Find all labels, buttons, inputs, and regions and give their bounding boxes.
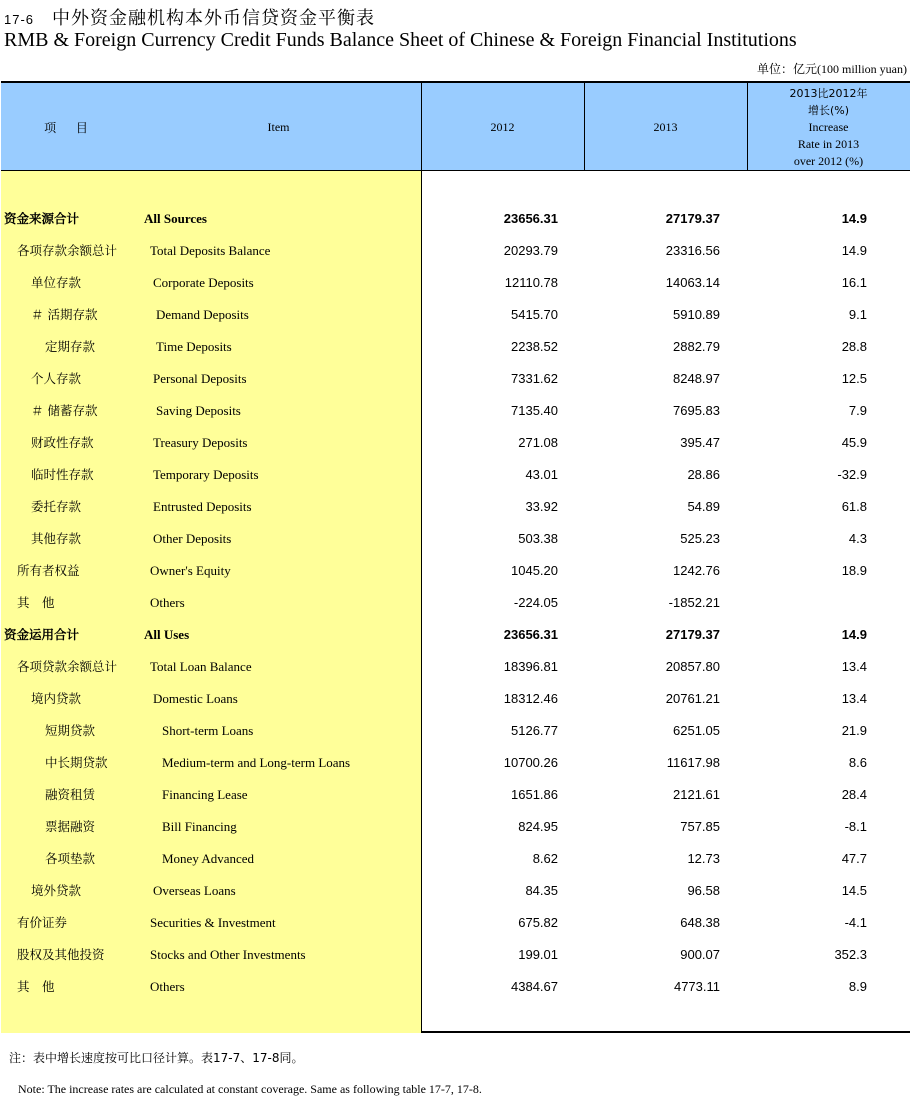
value-2013: 4773.11 bbox=[673, 979, 720, 994]
value-2012: 10700.26 bbox=[503, 755, 558, 770]
value-2012: 503.38 bbox=[518, 531, 558, 546]
header-2013: 2013 bbox=[653, 119, 678, 134]
value-2013: 7695.83 bbox=[673, 403, 720, 418]
value-2013: 54.89 bbox=[687, 499, 720, 514]
value-rate: 28.8 bbox=[841, 339, 867, 354]
value-2012: 18312.46 bbox=[503, 691, 558, 706]
value-2013: 27179.37 bbox=[665, 211, 720, 226]
value-2012: 1651.86 bbox=[511, 787, 558, 802]
row-label-en: Financing Lease bbox=[162, 787, 248, 802]
row-label-en: Others bbox=[150, 979, 185, 994]
table-row bbox=[1, 747, 910, 779]
row-label-cn: 融资租赁 bbox=[45, 787, 96, 802]
row-label-cn: 资金运用合计 bbox=[4, 627, 80, 642]
header-rate-line3: Increase bbox=[808, 119, 849, 134]
row-label-cn: 各项贷款余额总计 bbox=[17, 659, 118, 674]
row-label-en: Owner's Equity bbox=[150, 563, 231, 578]
row-label-en: All Sources bbox=[144, 211, 207, 226]
value-2013: 23316.56 bbox=[665, 243, 720, 258]
value-rate: 13.4 bbox=[841, 691, 867, 706]
table-row bbox=[1, 523, 910, 555]
value-2012: 23656.31 bbox=[503, 211, 558, 226]
value-2013: 6251.05 bbox=[673, 723, 720, 738]
table-row bbox=[1, 203, 910, 235]
value-rate: 21.9 bbox=[841, 723, 867, 738]
value-2013: 27179.37 bbox=[665, 627, 720, 642]
value-2012: 33.92 bbox=[525, 499, 558, 514]
value-2013: 1242.76 bbox=[673, 563, 720, 578]
table-row bbox=[1, 683, 910, 715]
value-2013: 757.85 bbox=[680, 819, 720, 834]
table-row bbox=[1, 427, 910, 459]
header-cn: 项 目 bbox=[44, 120, 96, 135]
table-row bbox=[1, 555, 910, 587]
row-label-cn: 股权及其他投资 bbox=[17, 947, 105, 962]
table-row bbox=[1, 395, 910, 427]
row-label-cn: 中长期贷款 bbox=[45, 755, 108, 770]
value-rate: 9.1 bbox=[848, 307, 867, 322]
row-label-en: Stocks and Other Investments bbox=[150, 947, 306, 962]
row-label-en: Time Deposits bbox=[156, 339, 232, 354]
value-rate: 16.1 bbox=[841, 275, 867, 290]
value-rate: 14.9 bbox=[841, 243, 867, 258]
header-rate-line2: 增长(%) bbox=[807, 103, 850, 117]
table-row bbox=[1, 971, 910, 1003]
table-header bbox=[1, 83, 910, 171]
table-row bbox=[1, 459, 910, 491]
value-2013: 900.07 bbox=[680, 947, 720, 962]
row-label-en: Personal Deposits bbox=[153, 371, 247, 386]
table-row bbox=[1, 587, 910, 619]
note-en: Note: The increase rates are calculated at constant coverage. Same as following table 17-7, 17-8. bbox=[18, 1082, 482, 1096]
table-number: 17-6 bbox=[4, 12, 35, 27]
row-label-en: Demand Deposits bbox=[156, 307, 249, 322]
row-label-en: Overseas Loans bbox=[153, 883, 236, 898]
value-2013: 2121.61 bbox=[673, 787, 720, 802]
row-label-cn: 所有者权益 bbox=[17, 563, 80, 578]
table-title-cn bbox=[4, 4, 375, 30]
row-label-cn: 委托存款 bbox=[31, 499, 82, 514]
value-2012: 824.95 bbox=[518, 819, 558, 834]
value-2012: 12110.78 bbox=[504, 275, 558, 290]
value-2013: 8248.97 bbox=[673, 371, 720, 386]
value-rate: -8.1 bbox=[844, 819, 867, 834]
table-row bbox=[1, 651, 910, 683]
value-rate: 47.7 bbox=[841, 851, 867, 866]
value-rate: 7.9 bbox=[848, 403, 867, 418]
value-rate: 14.9 bbox=[841, 627, 867, 642]
header-2012: 2012 bbox=[490, 119, 515, 134]
value-2012: 2238.52 bbox=[511, 339, 558, 354]
row-label-en: Saving Deposits bbox=[156, 403, 241, 418]
value-rate: 13.4 bbox=[841, 659, 867, 674]
row-label-en: Others bbox=[150, 595, 185, 610]
value-2012: -224.05 bbox=[513, 595, 558, 610]
row-label-en: Entrusted Deposits bbox=[153, 499, 252, 514]
value-2013: 648.38 bbox=[680, 915, 720, 930]
table-row bbox=[1, 267, 910, 299]
title-cn-text: 中外资金融机构本外币信贷资金平衡表 bbox=[52, 8, 376, 29]
value-2012: 43.01 bbox=[525, 467, 558, 482]
column-divider bbox=[584, 83, 585, 171]
value-rate: 8.9 bbox=[848, 979, 867, 994]
value-rate: 352.3 bbox=[834, 947, 867, 962]
row-label-en: Securities & Investment bbox=[150, 915, 276, 930]
row-label-cn: 境内贷款 bbox=[31, 691, 82, 706]
value-2013: 20761.21 bbox=[665, 691, 720, 706]
value-2013: -1852.21 bbox=[668, 595, 720, 610]
row-label-cn: 资金来源合计 bbox=[4, 211, 80, 226]
value-2013: 11617.98 bbox=[666, 755, 720, 770]
header-rate-line4: Rate in 2013 bbox=[797, 136, 860, 151]
unit-label: 单位：亿元(100 million yuan) bbox=[757, 62, 907, 76]
header-rate-line1: 2013比2012年 bbox=[789, 86, 868, 100]
row-label-cn: ＃ 储蓄存款 bbox=[31, 403, 98, 418]
table-row bbox=[1, 875, 910, 907]
row-label-cn: 临时性存款 bbox=[31, 467, 94, 482]
row-label-en: Money Advanced bbox=[162, 851, 255, 866]
value-rate: 14.5 bbox=[841, 883, 867, 898]
row-label-cn: 个人存款 bbox=[31, 371, 82, 386]
row-label-cn: 有价证券 bbox=[17, 915, 68, 930]
value-rate: 18.9 bbox=[841, 563, 867, 578]
value-2013: 96.58 bbox=[687, 883, 720, 898]
value-2012: 7331.62 bbox=[511, 371, 558, 386]
row-label-cn: 其他存款 bbox=[31, 531, 82, 546]
value-rate: 12.5 bbox=[841, 371, 867, 386]
value-rate: 28.4 bbox=[841, 787, 867, 802]
value-2013: 20857.80 bbox=[665, 659, 720, 674]
row-label-cn: 境外贷款 bbox=[31, 883, 82, 898]
row-label-en: Medium-term and Long-term Loans bbox=[162, 755, 351, 770]
row-label-cn: ＃ 活期存款 bbox=[31, 307, 98, 322]
value-2012: 199.01 bbox=[518, 947, 558, 962]
row-label-en: Bill Financing bbox=[162, 819, 237, 834]
value-2013: 14063.14 bbox=[665, 275, 720, 290]
row-label-cn: 其 他 bbox=[17, 595, 55, 610]
table-row bbox=[1, 331, 910, 363]
row-label-cn: 定期存款 bbox=[45, 339, 96, 354]
value-2012: 8.62 bbox=[532, 851, 558, 866]
value-rate: 45.9 bbox=[841, 435, 867, 450]
row-label-en: Domestic Loans bbox=[153, 691, 238, 706]
value-rate: 8.6 bbox=[848, 755, 867, 770]
table-row bbox=[1, 619, 910, 651]
value-rate: -4.1 bbox=[844, 915, 867, 930]
value-rate: -32.9 bbox=[837, 467, 867, 482]
value-2012: 84.35 bbox=[525, 883, 558, 898]
row-label-en: All Uses bbox=[144, 627, 190, 642]
table-row bbox=[1, 843, 910, 875]
row-label-cn: 单位存款 bbox=[31, 275, 82, 290]
table-row bbox=[1, 715, 910, 747]
value-2012: 5415.70 bbox=[511, 307, 558, 322]
value-2013: 2882.79 bbox=[673, 339, 720, 354]
row-label-en: Total Deposits Balance bbox=[150, 243, 271, 258]
table-row bbox=[1, 811, 910, 843]
row-label-en: Treasury Deposits bbox=[153, 435, 248, 450]
value-2012: 18396.81 bbox=[503, 659, 558, 674]
value-2012: 271.08 bbox=[518, 435, 558, 450]
value-rate: 4.3 bbox=[848, 531, 867, 546]
value-2013: 5910.89 bbox=[673, 307, 720, 322]
row-label-en: Corporate Deposits bbox=[153, 275, 254, 290]
row-label-cn: 短期贷款 bbox=[45, 723, 96, 738]
header-item: Item bbox=[267, 119, 290, 134]
value-rate: 14.9 bbox=[841, 211, 867, 226]
value-2013: 12.73 bbox=[687, 851, 720, 866]
header-rate bbox=[747, 83, 910, 171]
value-2013: 395.47 bbox=[680, 435, 720, 450]
note-cn: 注：表中增长速度按可比口径计算。表17-7、17-8同。 bbox=[9, 1051, 304, 1065]
row-label-cn: 各项垫款 bbox=[45, 851, 96, 866]
row-label-en: Other Deposits bbox=[153, 531, 232, 546]
row-label-en: Temporary Deposits bbox=[153, 467, 259, 482]
row-label-cn: 财政性存款 bbox=[31, 435, 94, 450]
value-2012: 23656.31 bbox=[503, 627, 558, 642]
row-label-en: Total Loan Balance bbox=[150, 659, 252, 674]
value-2012: 5126.77 bbox=[511, 723, 558, 738]
table-row bbox=[1, 939, 910, 971]
header-rate-line5: over 2012 (%) bbox=[793, 153, 864, 168]
value-rate: 61.8 bbox=[841, 499, 867, 514]
value-2012: 1045.20 bbox=[511, 563, 558, 578]
table-title-en: RMB & Foreign Currency Credit Funds Balance Sheet of Chinese & Foreign Financial Institutions bbox=[4, 29, 797, 51]
table-row bbox=[1, 907, 910, 939]
value-2012: 675.82 bbox=[518, 915, 558, 930]
table-row bbox=[1, 491, 910, 523]
column-divider bbox=[747, 83, 748, 171]
table-row bbox=[1, 779, 910, 811]
row-label-cn: 其 他 bbox=[17, 979, 55, 994]
value-2013: 28.86 bbox=[687, 467, 720, 482]
value-2013: 525.23 bbox=[680, 531, 720, 546]
row-label-en: Short-term Loans bbox=[162, 723, 254, 738]
row-label-cn: 各项存款余额总计 bbox=[17, 243, 118, 258]
value-2012: 7135.40 bbox=[511, 403, 558, 418]
value-2012: 20293.79 bbox=[503, 243, 558, 258]
table-row bbox=[1, 363, 910, 395]
value-2012: 4384.67 bbox=[511, 979, 558, 994]
table-row bbox=[1, 299, 910, 331]
balance-table bbox=[1, 81, 910, 1033]
row-label-cn: 票据融资 bbox=[45, 819, 96, 834]
table-row bbox=[1, 235, 910, 267]
